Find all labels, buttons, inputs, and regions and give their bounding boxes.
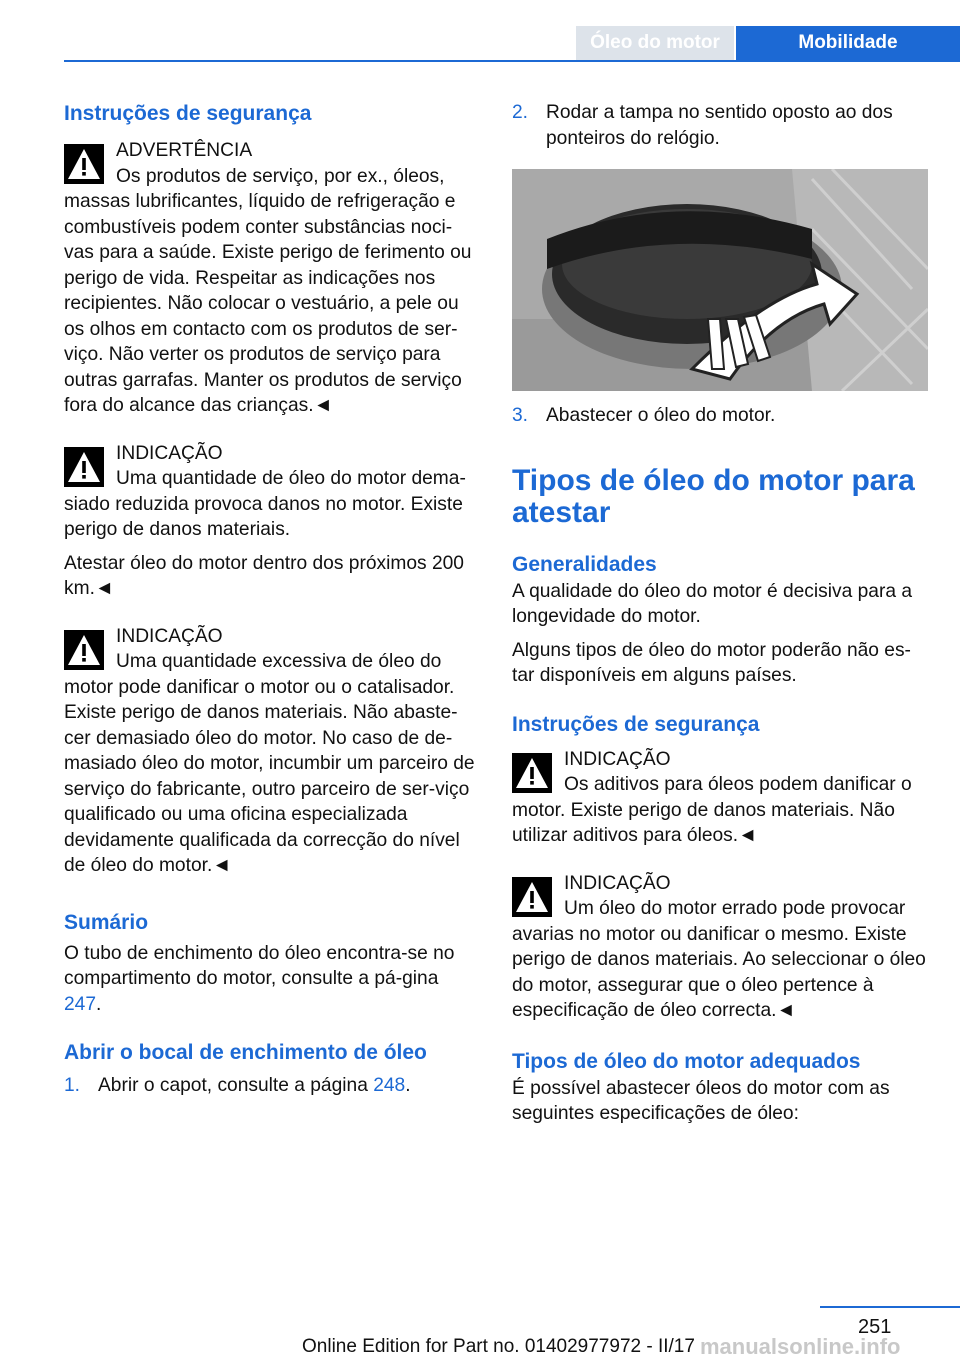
summary-text: O tubo de enchimento do óleo encontra-se no compartimento do motor, consulte a pá-gina 247. (64, 942, 455, 1015)
warning-triangle-icon (64, 144, 104, 184)
open-filler-heading: Abrir o bocal de enchimento de óleo (64, 1041, 427, 1064)
warning-triangle-icon (64, 447, 104, 487)
step-number: 2. (512, 102, 529, 123)
note-block-3 (512, 747, 928, 849)
note-text-2: Atestar óleo do motor dentro dos próximos 200 km.◄ (64, 552, 464, 599)
warning-triangle-icon (64, 630, 104, 670)
step-text: Abastecer o óleo do motor. (546, 405, 776, 426)
note-block-1 (64, 441, 478, 602)
note-block-2 (64, 624, 478, 879)
general-paragraph-2: Alguns tipos de óleo do motor poderão não es-tar disponíveis em alguns países. (512, 639, 911, 686)
warning-text: Os produtos de serviço, por ex., óleos, massas lubrificantes, líquido de refrigeração e combustíveis podem conter substâncias noci-vas para a saúde. Existe perigo de ferimento ou perigo de vida. Respeitar as indicações nos recipientes. Não colocar o vestuário, a pele ou os olhos em contacto com os produtos de ser-viço. Não verter os produtos de serviço para outras garrafas. Manter os produtos de serviço fora do alcance das crianças.◄ (64, 165, 472, 416)
note-label: INDICAÇÃO (564, 872, 671, 894)
step-number: 1. (64, 1075, 81, 1096)
summary-heading: Sumário (64, 910, 149, 934)
step-text: Abrir o capot, consulte a página (98, 1075, 368, 1096)
safety-heading-2: Instruções de segurança (512, 712, 760, 736)
general-heading: Generalidades (512, 552, 657, 576)
page-link-247[interactable]: 247 (64, 993, 97, 1015)
summary-body: O tubo de enchimento do óleo encontra-se no compartimento do motor, consulte a pá-gina (64, 942, 455, 989)
header-rule (64, 60, 960, 62)
header-section-title: Óleo do motor (576, 26, 734, 60)
step-number: 3. (512, 405, 529, 426)
warning-triangle-icon (512, 877, 552, 917)
step-1: 1. Abrir o capot, consulte a página 248. (64, 1073, 478, 1099)
suitable-oils-text: É possível abastecer óleos do motor com as seguintes especificações de óleo: (512, 1077, 890, 1124)
note-block-4 (512, 871, 928, 1024)
safety-heading: Instruções de segurança (64, 102, 312, 125)
note-text: Uma quantidade de óleo do motor dema-siado reduzida provoca danos no motor. Existe perigo de danos materiais. (64, 468, 466, 540)
page-number: 251 (858, 1316, 892, 1338)
suitable-oils-heading: Tipos de óleo do motor adequados (512, 1049, 861, 1073)
note-label: INDICAÇÃO (564, 748, 671, 770)
step-text: Rodar a tampa no sentido oposto ao dos ponteiros do relógio. (546, 102, 893, 149)
note-text: Uma quantidade excessiva de óleo do motor pode danificar o motor ou o catalisador. Existe perigo de danos materiais. Não abaste-cer demasiado óleo do motor. No caso de de-masiado óleo do motor, incumbir um parceiro de serviço do fabricante, outro parceiro de ser-viço qualificado ou uma oficina especializada devidamente qualificada da correcção do nível de óleo do motor.◄ (64, 651, 475, 876)
oil-types-heading: Tipos de óleo do motor para atestar (512, 463, 915, 529)
footer-rule (820, 1306, 960, 1308)
warning-block (64, 138, 478, 419)
oil-filler-cap-photo (512, 169, 928, 391)
general-paragraph-1: A qualidade do óleo do motor é decisiva para a longevidade do motor. (512, 580, 913, 627)
header-chapter-tab: Mobilidade (736, 26, 960, 60)
step-2 (512, 100, 928, 151)
right-column (512, 100, 928, 1127)
edition-note: Online Edition for Part no. 01402977972 - II/17 (302, 1336, 695, 1357)
note-text: Os aditivos para óleos podem danificar o motor. Existe perigo de danos materiais. Não utilizar aditivos para óleos.◄ (512, 774, 912, 846)
note-label: INDICAÇÃO (116, 442, 223, 464)
page-link-248[interactable]: 248 (373, 1075, 406, 1096)
note-text: Um óleo do motor errado pode provocar avarias no motor ou danificar o mesmo. Existe perigo de danos materiais. Ao seleccionar o óleo do motor, assegurar que o óleo pertence à especificação de óleo correcta.◄ (512, 898, 926, 1021)
left-column (64, 100, 478, 1099)
warning-triangle-icon (512, 753, 552, 793)
step-3 (512, 403, 928, 429)
warning-label: ADVERTÊNCIA (116, 140, 253, 161)
note-label: INDICAÇÃO (116, 625, 223, 647)
watermark: manualsonline.info (700, 1334, 901, 1359)
